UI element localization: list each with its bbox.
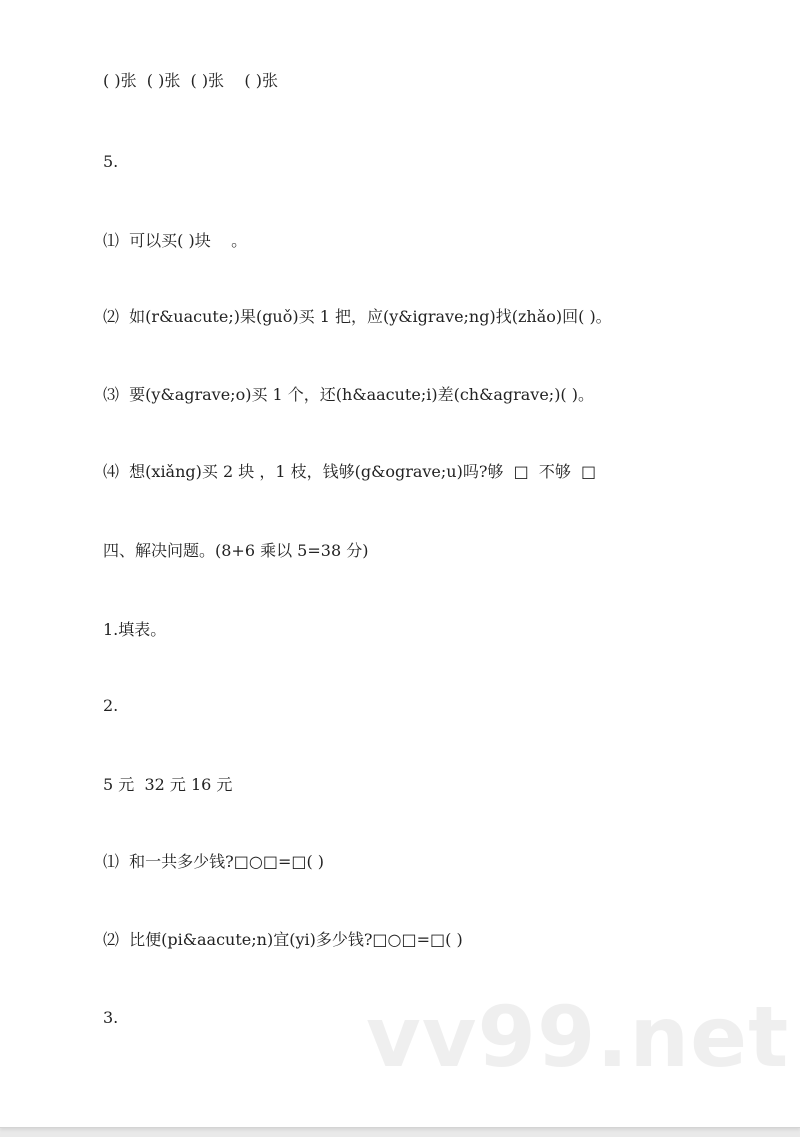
problem-2-part-2: ⑵ 比便(pi&aacute;n)宜(yi)多少钱?□○□=□( )	[103, 930, 463, 949]
price-list-line: 5 元 32 元 16 元	[103, 775, 233, 794]
question-5-part-2: ⑵ 如(r&uacute;)果(guǒ)买 1 把，应(y&igrave;ng)找(zhǎo)回( )。	[103, 307, 612, 326]
question-5-part-4: ⑷ 想(xiǎng)买 2 块 ，1 枝，钱够(g&ograve;u)吗?够 □ 不够 □	[103, 462, 597, 481]
question-5-part-3: ⑶ 要(y&agrave;o)买 1 个，还(h&aacute;i)差(ch&agrave;)( )。	[103, 385, 595, 404]
section-4-heading: 四、解决问题。(8+6 乘以 5=38 分)	[103, 541, 369, 560]
problem-1-heading: 1.填表。	[103, 620, 167, 639]
watermark: vv99.net	[366, 988, 790, 1086]
answer-blanks-line: ( )张 ( )张 ( )张 ( )张	[103, 71, 278, 90]
question-5-part-1: ⑴ 可以买( )块 。	[103, 231, 248, 250]
question-5-number: 5.	[103, 152, 119, 171]
problem-3-number: 3.	[103, 1008, 119, 1027]
problem-2-number: 2.	[103, 696, 119, 715]
problem-2-part-1: ⑴ 和一共多少钱?□○□=□( )	[103, 852, 325, 871]
